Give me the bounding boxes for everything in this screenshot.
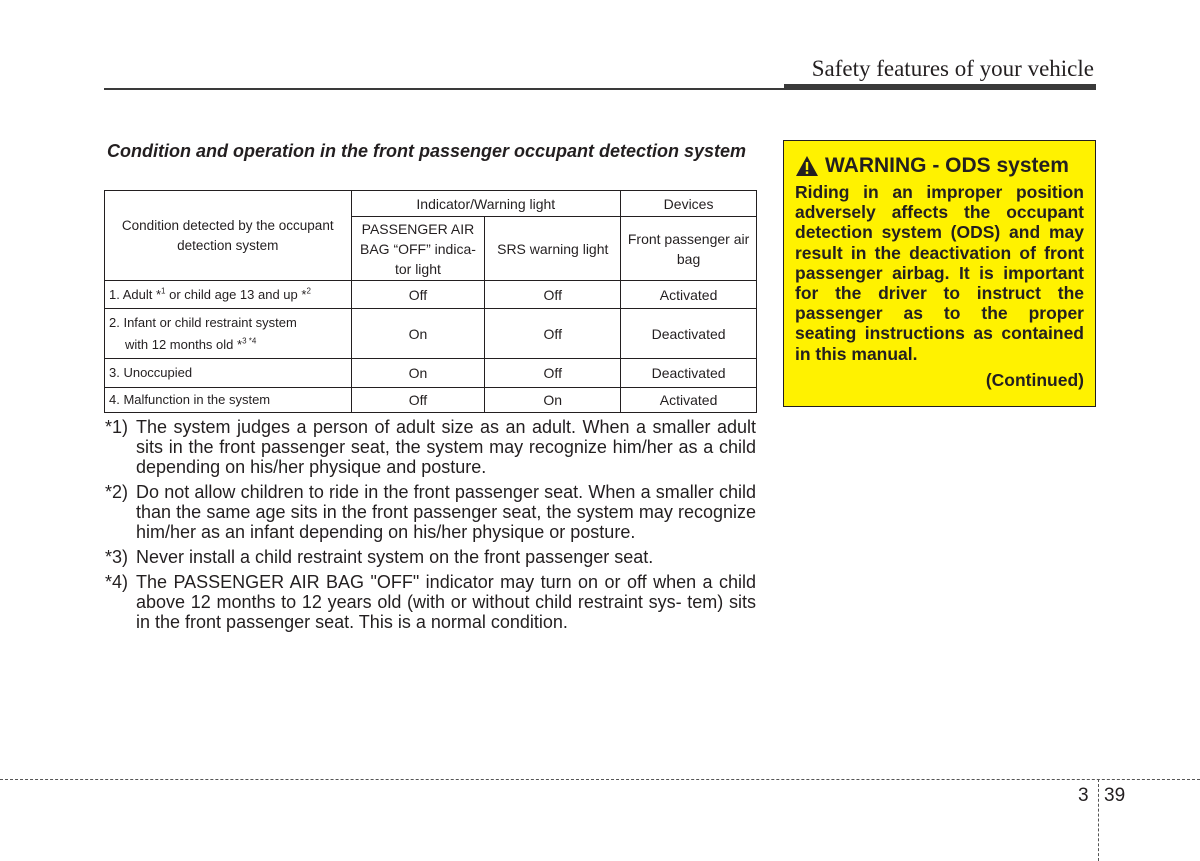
footnote-mark: *2)	[105, 482, 129, 502]
subheader-passenger-airbag-light: PASSENGER AIR BAG “OFF” indica- tor light	[351, 217, 485, 281]
indicator-cell: Off	[351, 281, 485, 309]
warning-body: Riding in an improper position adversely affects the occupant detection system (ODS) and may result in the deactivation of front passenger airbag. It is important for the driver to instruct the passenger as to the proper seating instructions as contained in this manual.	[795, 182, 1084, 364]
subheader-front-passenger-airbag: Front passenger air bag	[621, 217, 757, 281]
page-header-title: Safety features of your vehicle	[811, 56, 1094, 81]
footnote-1	[105, 417, 756, 477]
header-condition: Condition detected by the occupant detection system	[105, 191, 352, 281]
srs-cell: Off	[485, 281, 621, 309]
subheader-srs-warning-light: SRS warning light	[485, 217, 621, 281]
indicator-cell: On	[351, 359, 485, 388]
condition-cell: 2. Infant or child restraint system with 12 months old *$^3$ $^{*4}$	[105, 309, 352, 359]
warning-title-row	[795, 153, 1084, 179]
footnote-text: Do not allow children to ride in the front passenger seat. When a smaller child than the same age sits in the front passenger seat, the system may recognize him/her as an infant depending on his/her physique or posture.	[136, 482, 756, 542]
airbag-cell: Activated	[621, 388, 757, 413]
table-row	[105, 309, 757, 359]
table-row	[105, 388, 757, 413]
indicator-cell: Off	[351, 388, 485, 413]
section-heading: Condition and operation in the front passenger occupant detection system	[107, 141, 747, 161]
header-devices: Devices	[621, 191, 757, 217]
footnote-4	[105, 572, 756, 632]
srs-cell: Off	[485, 309, 621, 359]
page-number: 39	[1104, 785, 1126, 806]
footer-page-divider	[1098, 779, 1099, 861]
footnote-mark: *1)	[105, 417, 129, 437]
srs-cell: On	[485, 388, 621, 413]
header-indicator: Indicator/Warning light	[351, 191, 621, 217]
srs-cell: Off	[485, 359, 621, 388]
footnote-text: The PASSENGER AIR BAG "OFF" indicator may turn on or off when a child above 12 months to 12 years old (with or without child restraint sys- tem) sits in the front passenger seat. This is a normal condition.	[136, 572, 756, 632]
chapter-number: 3	[1078, 785, 1089, 806]
footnote-text: The system judges a person of adult size as an adult. When a smaller adult sits in the front passenger seat, the system may recognize him/her as a child depending on his/her physique and posture.	[136, 417, 756, 477]
airbag-cell: Deactivated	[621, 359, 757, 388]
header-rule-accent	[784, 84, 1096, 90]
footnote-text: Never install a child restraint system on the front passenger seat.	[136, 547, 654, 567]
footnote-3	[105, 547, 756, 567]
footer-divider	[0, 779, 1200, 780]
table-row	[105, 281, 757, 309]
condition-cell: 1. Adult *$^1$ or child age 13 and up *$^2$	[105, 281, 352, 309]
airbag-cell: Deactivated	[621, 309, 757, 359]
warning-continued: (Continued)	[985, 369, 1084, 390]
table-row	[105, 359, 757, 388]
warning-box	[783, 140, 1096, 407]
footnote-mark: *4)	[105, 572, 129, 592]
footnote-mark: *3)	[105, 547, 129, 567]
condition-cell: 3. Unoccupied	[105, 359, 352, 388]
footnotes	[105, 417, 756, 637]
condition-cell: 4. Malfunction in the system	[105, 388, 352, 413]
footnote-2	[105, 482, 756, 542]
warning-triangle-icon	[795, 155, 819, 177]
airbag-cell: Activated	[621, 281, 757, 309]
indicator-cell: On	[351, 309, 485, 359]
ods-condition-table	[104, 190, 757, 413]
warning-title: WARNING - ODS system	[825, 154, 1069, 177]
